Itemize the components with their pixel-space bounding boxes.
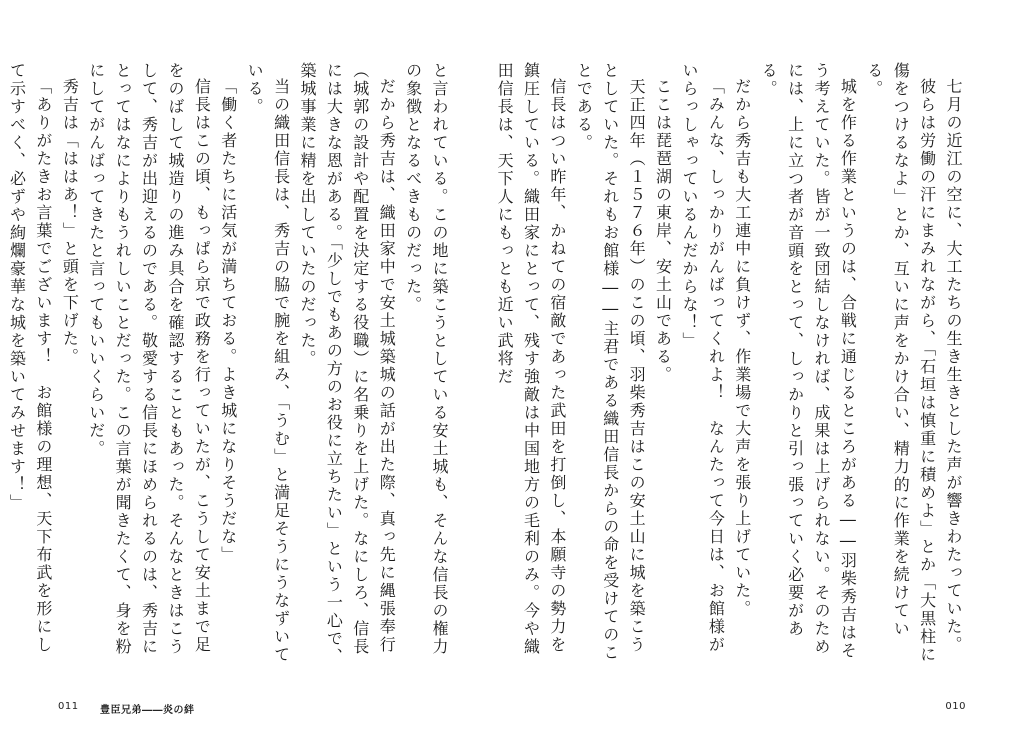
paragraph: 城を作る作業というのは、合戦に通じるところがある――羽柴秀吉はそう考えていた。皆が一致団結しなければ、成果は上げられない。そのためには、上に立つ者が音頭をとって、しっかりと引っ張っていく必要がある。 [759,62,858,660]
page-number: 010 [945,701,966,712]
right-page-body [495,62,966,668]
paragraph: 当の織田信長は、秀吉の脇で腕を組み、「うむ」と満足そうにうなずいている。 [245,62,291,664]
left-page-body [7,62,452,668]
paragraph: 信長はつい昨年、かねての宿敵であった武田を打倒し、本願寺の勢力を鎮圧している。織田家にとって、残す強敵は中国地方の毛利のみ。今や織田信長は、天下人にもっとも近い武将だ [495,62,567,656]
running-title: 豊臣兄弟――炎の絆 [100,705,195,716]
paragraph: だから秀吉も大工連中に負けず、作業場で大声を張り上げていた。 [732,78,752,618]
paragraph: 彼らは労働の汗にまみれながら、「石垣は慎重に積めよ」とか「大黒柱に傷をつけるなよ」とか、互いに声をかけ合い、精力的に作業を続けている。 [864,62,937,664]
paragraph: と言われている。この地に築こうとしている安土城も、そんな信長の権力の象徴となるべきものだった。 [403,62,449,656]
paragraph: だから秀吉は、織田家中で安土城築城の話が出た際、真っ先に縄張奉行（城郭の設計や配置を決定する役職）に名乗りを上げた。なにしろ、信長には大きな恩がある。「少しでもあの方のお役に立ちたい」という一心で、築城事業に精を出していたのだった。 [297,62,397,666]
right-page [495,0,1024,752]
paragraph: 天正四年（１５７６年）のこの頃、羽柴秀吉はこの安土山に城を築こうとしていた。それもお館様――主君である織田信長からの命を受けてのことである。 [574,62,647,662]
paragraph: 信長はこの頃、もっぱら京で政務を行っていたが、こうして安土まで足をのばして城造りの進み具合を確認することもあった。そんなときはこうして、秀吉が出迎えるのである。敬愛する信長にほめられるのは、秀吉にとってはなによりもうれしいことだった。この言葉が聞きたくて、身を粉にしてがんばってきたと言ってもいいくらいだ。 [86,62,212,656]
paragraph: 七月の近江の空に、大工たちの生き生きとした声が響きわたっていた。 [944,78,963,654]
paragraph: ここは琵琶湖の東岸、安土山である。 [653,78,673,384]
paragraph: 「ありがたきお言葉でございます！ お館様の理想、天下布武を形にして示すべく、必ずや絢爛豪華な城を築いてみせます！」 [7,62,53,654]
page-number: 011 [58,701,79,712]
paragraph: 秀吉は「ははあ！」と頭を下げた。 [60,78,80,366]
paragraph: 「働く者たちに活気が満ちておる。よき城になりそうだな」 [218,78,238,564]
paragraph: 「みんな、しっかりがんばってくれよ！ なんたって今日は、お館様がいらっしゃっているんだからな！」 [679,62,726,654]
